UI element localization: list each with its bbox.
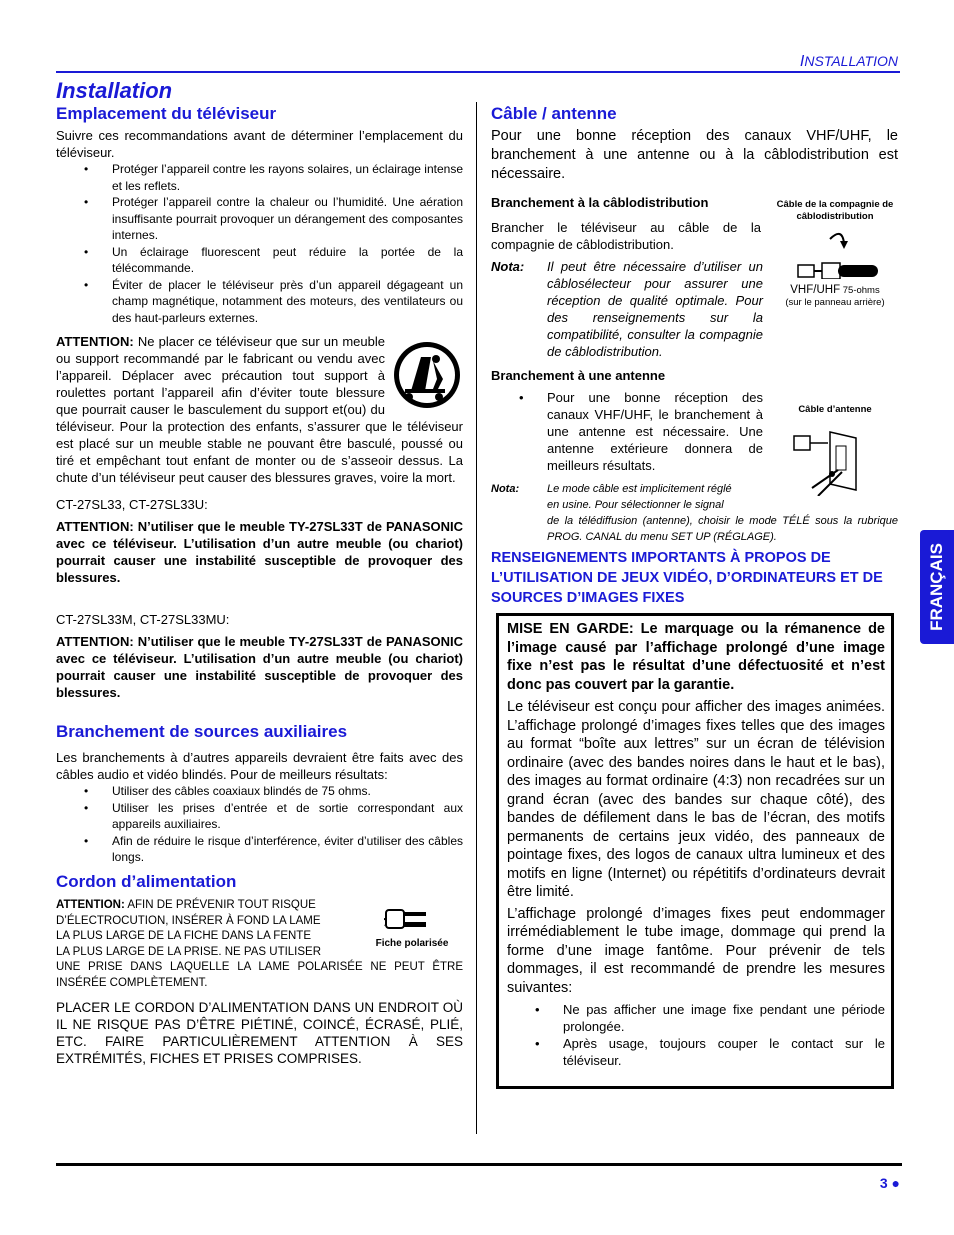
running-header-initial: I bbox=[799, 53, 805, 70]
power-attention-line: LA PLUS LARGE DE LA FICHE DANS LA FENTE bbox=[56, 930, 312, 942]
power-attention-line: LA PLUS LARGE DE LA PRISE. NE PAS UTILISER bbox=[56, 945, 322, 958]
nota-2-line: en usine. Pour sélectionner le signal bbox=[547, 499, 724, 511]
list-item: • Utiliser les prises d’entrée et de sortie correspondant aux appareils auxiliaires. bbox=[56, 800, 463, 833]
placement-intro: Suivre ces recommandations avant de déterminer l’emplacement du téléviseur. bbox=[56, 128, 463, 160]
vhf-ohms: 75-ohms bbox=[840, 285, 880, 296]
aux-intro: Les branchements à d’autres appareils devraient être faits avec des câbles audio et vidéo blindés. Pour de meilleurs résultats: bbox=[56, 750, 463, 782]
power-attention-line: AFIN DE PRÉVENIR TOUT RISQUE bbox=[124, 899, 316, 911]
list-item: • Afin de réduire le risque d’interférence, éviter d’utiliser des câbles longs. bbox=[56, 833, 463, 866]
models-2: CT-27SL33M, CT-27SL33MU: bbox=[56, 612, 230, 627]
placement-bullets bbox=[56, 161, 463, 326]
antenna-heading: Branchement à une antenne bbox=[491, 368, 666, 383]
nota-2-label: Nota: bbox=[491, 483, 520, 495]
list-item: • Pour une bonne réception des canaux VHF/UHF, le branchement à une antenne est nécessaire. Une antenne extérieure donnera de meilleurs résultats. bbox=[491, 389, 763, 474]
nota-2-rest: de la télédiffusion (antenne), choisir le mode TÉLÉ sous la rubrique PROG. CANAL du menu SET UP (RÉGLAGE). bbox=[547, 515, 898, 543]
list-item: • Ne pas afficher une image fixe pendant une période prolongée. bbox=[507, 1001, 885, 1035]
attention-label: ATTENTION: bbox=[56, 334, 134, 349]
power-attention-label: ATTENTION: bbox=[56, 899, 125, 911]
warning-box-para-1: Le téléviseur est conçu pour afficher des images animées. L’affichage prolongé d’images fixes telles que des images au format “boîte aux lettres” sur un écran de télévision ordinaire (avec des bandes noires dans le haut et le bas), des images au format ordinaire (4:3) non recadrées sur un grand écran (avec des bandes sur chaque côté), des bandes de défilement dans le bas de l’écran, des motifs permanents de certains jeux vidéo, des panneaux de pointage fixes, des logos de canaux ultra lumineux et des motifs en ligne (Internet) ou répétitifs d’ordinateurs devrait être limité. bbox=[507, 699, 885, 900]
cable-figure-label: Câble de la compagnie de câblodistribution bbox=[776, 199, 894, 222]
power-cord-paragraph: PLACER LE CORDON D’ALIMENTATION DANS UN ENDROIT OÙ IL NE RISQUE PAS D’ÊTRE PIÉTINÉ, COINCÉ, ÉCRASÉ, PLIÉ, ETC. FAIRE PARTICULIÈREMENT ATTENTION À SES EXTRÉMITÉS, FICHES ET PRISES COMPRISES. bbox=[56, 1000, 463, 1066]
warning-box-bullets bbox=[507, 1001, 885, 1069]
nota-2 bbox=[491, 481, 898, 545]
vhf-label bbox=[772, 284, 898, 297]
vhf-sub: (sur le panneau arrière) bbox=[785, 297, 885, 308]
section-heading-aux: Branchement de sources auxiliaires bbox=[56, 722, 348, 741]
antenna-connection bbox=[491, 367, 763, 474]
models-1: CT-27SL33, CT-27SL33U: bbox=[56, 497, 208, 512]
nota-1 bbox=[491, 258, 763, 360]
running-header bbox=[800, 53, 898, 71]
nota-1-text: Il peut être nécessaire d’utiliser un câblosélecteur pour assurer une réception de qualité optimale. Pour des renseignements sur la compatibilité, consulter la compagnie de câblodistribution. bbox=[547, 259, 763, 359]
list-item: • Utiliser des câbles coaxiaux blindés de 75 ohms. bbox=[56, 783, 463, 800]
list-item: • Protéger l’appareil contre les rayons solaires, un éclairage intense et les reflets. bbox=[56, 161, 463, 194]
models-2-warning: ATTENTION: N’utiliser que le meuble TY-27SL33T de PANASONIC avec ce téléviseur. L’utilisation d’un autre meuble (ou chariot) pourrait causer une instabilité susceptible de provoquer des blessures. bbox=[56, 634, 463, 700]
list-item: • Protéger l’appareil contre la chaleur ou l’humidité. Une aération insuffisante pourrait provoquer un dérangement des composantes internes. bbox=[56, 194, 463, 244]
warning-box bbox=[496, 613, 894, 1089]
warning-box-caution: MISE EN GARDE: Le marquage ou la rémanence de l’image causé par l’affichage prolongé d’une image fixe n’est pas le résultat d’une défectuosité et n’est donc pas couvert par la garantie. bbox=[507, 621, 885, 693]
nota-2-line: Le mode câble est implicitement réglé bbox=[547, 483, 732, 495]
footer-rule bbox=[56, 1163, 902, 1166]
page-title: Installation bbox=[56, 78, 173, 103]
plug-figure bbox=[362, 906, 462, 950]
section-heading-cable: Câble / antenne bbox=[491, 104, 617, 123]
important-heading: RENSEIGNEMENTS IMPORTANTS À PROPOS DE L’UTILISATION DE JEUX VIDÉO, D’ORDINATEURS ET DE SOURCES D’IMAGES FIXES bbox=[491, 550, 883, 606]
aux-bullets bbox=[56, 783, 463, 866]
page-number: 3 ● bbox=[879, 1175, 900, 1191]
polarized-plug-icon bbox=[384, 906, 440, 932]
list-item: • Un éclairage fluorescent peut réduire la portée de la télécommande. bbox=[56, 244, 463, 277]
antenna-bullets bbox=[491, 389, 763, 474]
running-header-rest: NSTALLATION bbox=[804, 53, 898, 69]
power-attention-rest: UNE PRISE DANS LAQUELLE LA LAME POLARISÉE NE PEUT ÊTRE INSÉRÉE COMPLÈTEMENT. bbox=[56, 961, 463, 989]
language-tab-label: FRANÇAIS bbox=[927, 543, 946, 631]
plug-label: Fiche polarisée bbox=[375, 937, 449, 949]
right-column bbox=[491, 105, 898, 184]
attention-block bbox=[56, 333, 463, 701]
column-divider bbox=[476, 102, 477, 1134]
list-item: • Après usage, toujours couper le contact sur le téléviseur. bbox=[507, 1035, 885, 1069]
header-rule bbox=[56, 71, 900, 73]
attention-text: Ne placer ce téléviseur que sur un meuble ou support recommandé par le fabricant ou vendu avec l’appareil. Déplacer avec précaution tout support à roulettes portant l’appareil afin d’éviter toute blessure que pourrait causer le basculement du support et(ou) du téléviseur. Pour la protection des enfants, s’assurer que le téléviseur est placé sur un meuble stable ne pouvant être basculé, poussé ou tiré et empêchant tout enfant de monter ou de s’asseoir dessus. La chute d’un téléviseur peut causer des blessures graves, voire la mort. bbox=[56, 334, 463, 485]
cable-intro: Pour une bonne réception des canaux VHF/UHF, le branchement à une antenne ou à la câblodistribution est nécessaire. bbox=[491, 128, 898, 182]
nota-1-label: Nota: bbox=[491, 259, 525, 274]
coax-cable-icon bbox=[772, 223, 898, 279]
left-column bbox=[56, 105, 463, 326]
antenna-figure-label: Câble d’antenne bbox=[798, 404, 872, 415]
cable-connection-text: Brancher le téléviseur au câble de la compagnie de câblodistribution. bbox=[491, 220, 761, 252]
language-tab bbox=[920, 530, 954, 644]
aux-section bbox=[56, 723, 463, 866]
vhf-text: VHF/UHF bbox=[790, 284, 841, 296]
cable-connection bbox=[491, 194, 761, 253]
models-1-warning: ATTENTION: N’utiliser que le meuble TY-27SL33T de PANASONIC avec ce téléviseur. L’utilisation d’un autre meuble (ou chariot) pourrait causer une instabilité susceptible de provoquer des blessures. bbox=[56, 519, 463, 585]
list-item: • Éviter de placer le téléviseur près d’un appareil dégageant un champ magnétique, notamment des moteurs, des ventilateurs ou des haut-parleurs externes. bbox=[56, 277, 463, 327]
section-heading-placement: Emplacement du téléviseur bbox=[56, 104, 277, 123]
warning-box-para-2: L’affichage prolongé d’images fixes peut endommager irrémédiablement le tube image, dommage qui prend la forme d’une image fantôme. Pour prévenir de tels dommages, il est recommandé de prendre les mesures suivantes: bbox=[507, 905, 885, 996]
power-attention-line: D’ÉLECTROCUTION, INSÉRER À FOND LA LAME bbox=[56, 914, 321, 927]
cart-warning-icon bbox=[391, 339, 463, 411]
section-heading-power: Cordon d’alimentation bbox=[56, 872, 237, 891]
power-cord-section bbox=[56, 873, 463, 1067]
cable-connection-heading: Branchement à la câblodistribution bbox=[491, 195, 709, 210]
cable-figure bbox=[772, 199, 898, 309]
